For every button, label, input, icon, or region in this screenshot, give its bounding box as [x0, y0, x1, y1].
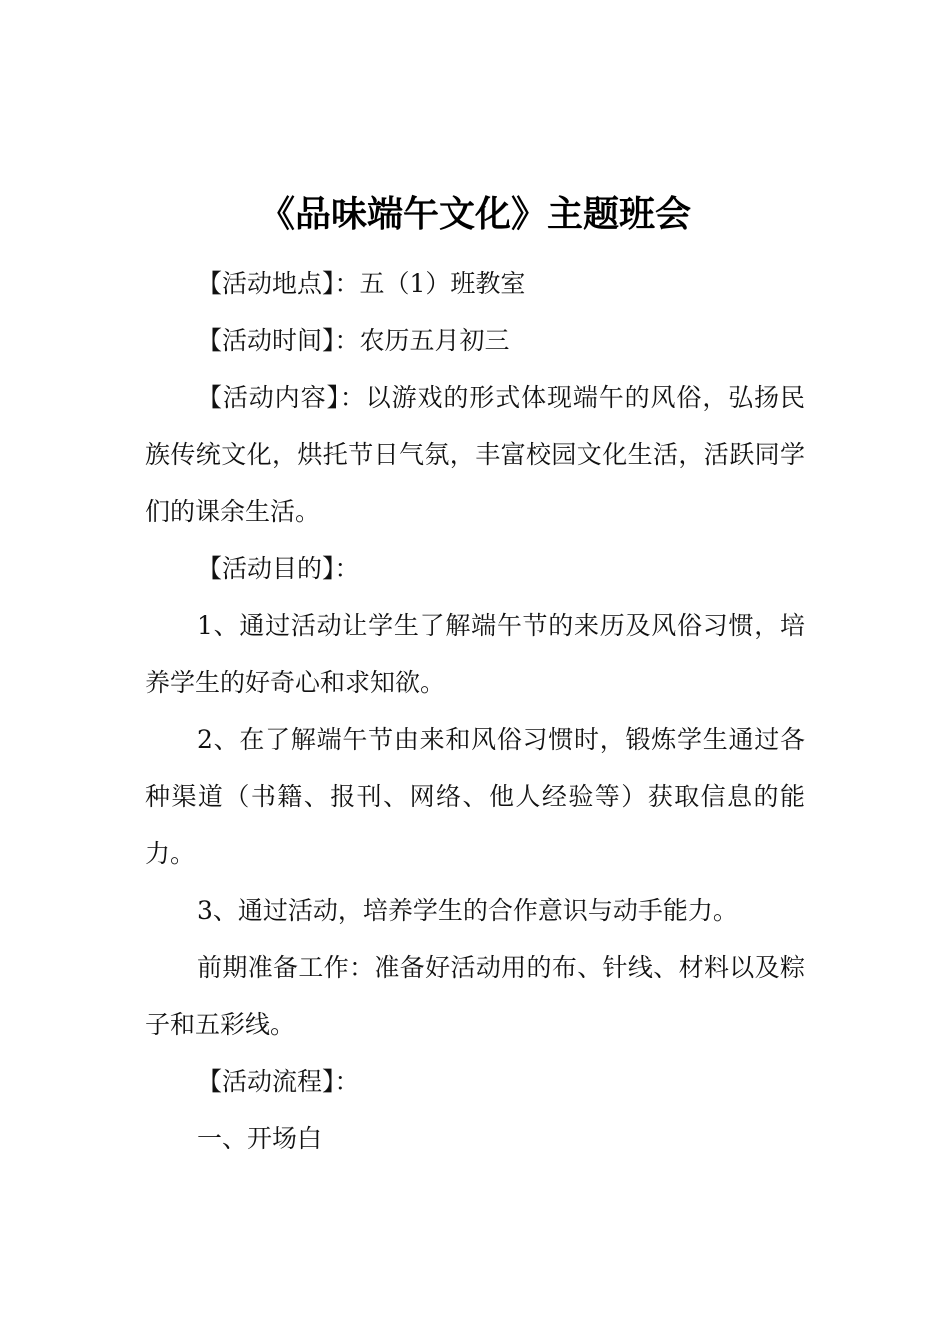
- activity-process-heading: 【活动流程】：: [197, 1067, 360, 1096]
- purpose-item-2: 2、在了解端午节由来和风俗习惯时，锻炼学生通过各种渠道（书籍、报刊、网络、他人经验等）获取信息的能力。: [145, 725, 805, 868]
- document-body: [145, 255, 805, 1167]
- document-title: 《品味端午文化》主题班会: [258, 193, 691, 235]
- activity-content-paragraph: 【活动内容】：以游戏的形式体现端午的风俗，弘扬民族传统文化，烘托节日气氛，丰富校园文化生活，活跃同学们的课余生活。: [145, 383, 805, 526]
- opening-remarks-heading: 一、开场白: [197, 1124, 323, 1153]
- purpose-item-1: 1、通过活动让学生了解端午节的来历及风俗习惯，培养学生的好奇心和求知欲。: [145, 611, 805, 697]
- purpose-item-3: 3、通过活动，培养学生的合作意识与动手能力。: [197, 896, 738, 925]
- activity-time-paragraph: 【活动时间】：农历五月初三: [197, 326, 510, 355]
- preparation-paragraph: 前期准备工作：准备好活动用的布、针线、材料以及粽子和五彩线。: [145, 953, 805, 1039]
- activity-purpose-heading: 【活动目的】：: [197, 554, 360, 583]
- activity-location-paragraph: 【活动地点】：五（1）班教室: [197, 269, 526, 298]
